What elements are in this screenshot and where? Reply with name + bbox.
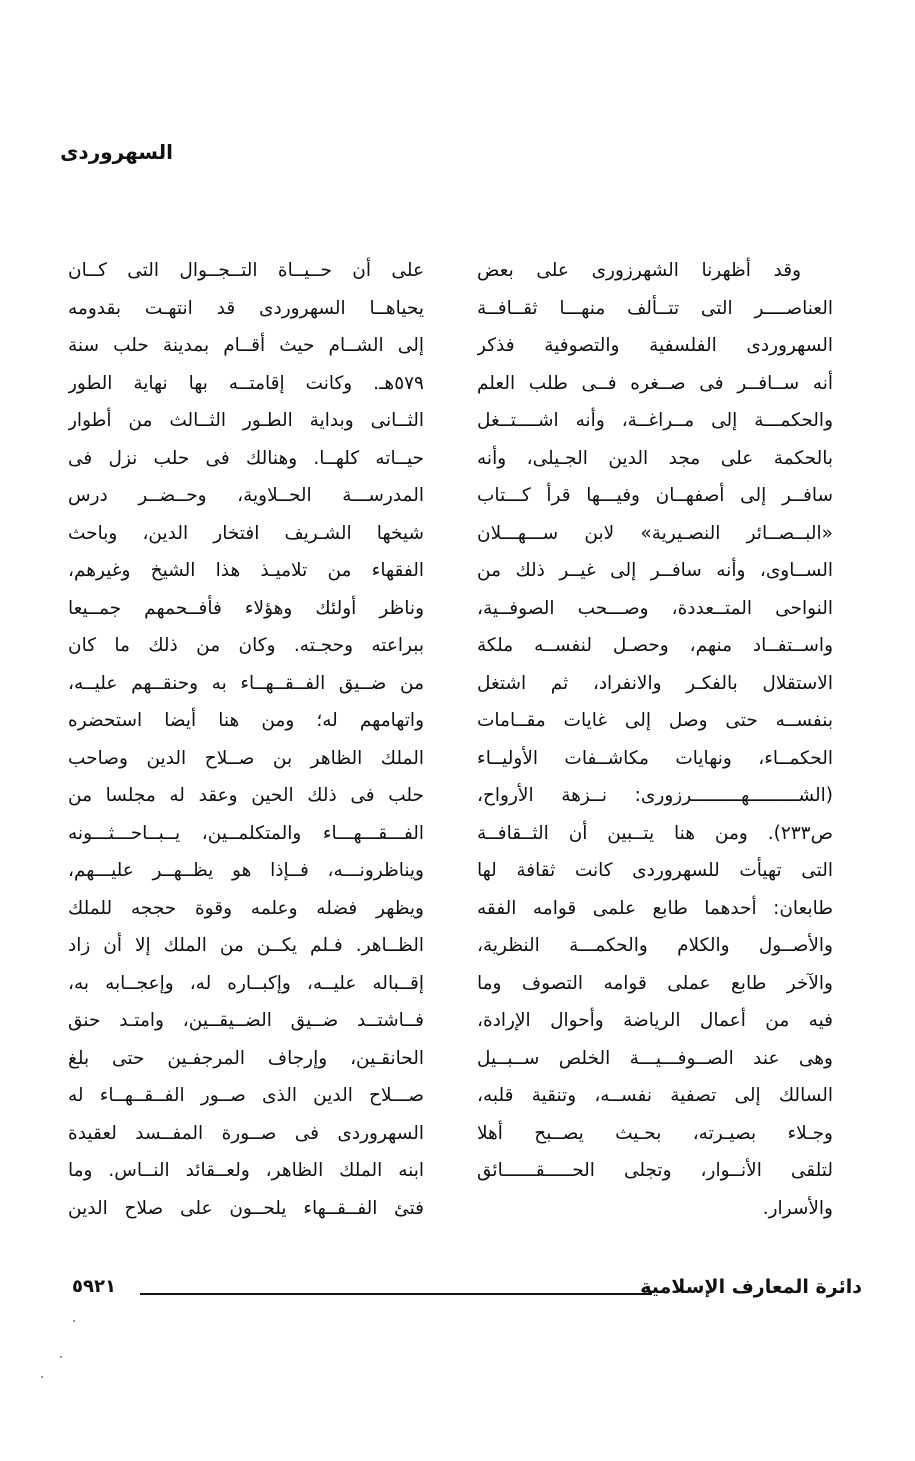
left-column-line: فتئ الفــقــهاء يلحــون على صلاح الدين bbox=[68, 1197, 424, 1219]
left-column-line: الملك الظاهر بن صــلاح الدين وصاحب bbox=[68, 747, 424, 769]
right-column-line: فيه من أعمال الرياضة وأحوال الإرادة، bbox=[477, 1010, 833, 1031]
right-column-line: الســاوى، وأنه سافــر إلى غيــر ذلك من bbox=[477, 560, 833, 581]
right-column-line: التى تهيأت للسهروردى كانت ثقافة لها bbox=[477, 860, 833, 881]
left-column-line: السهروردى فى صــورة المفــسد لعقيدة bbox=[68, 1122, 424, 1144]
right-column-line: والحكمـــة إلى مــراغــة، وأنه اشــــتــغل bbox=[477, 410, 833, 431]
left-column-line: وناظر أولئك وهؤلاء فأفــحمهم جمــيعا bbox=[68, 597, 424, 619]
right-column-line: بنفســه حتى وصل إلى غايات مقــامات bbox=[477, 710, 833, 731]
right-column-line: السالك إلى تصفية نفســه، وتنقية قلبه، bbox=[477, 1085, 833, 1106]
right-column-line: بالحكمة على مجد الدين الجـيلى، وأنه bbox=[477, 447, 833, 469]
right-column-line: «البــصــائر النصـيرية» لابن ســـهـــلان bbox=[477, 522, 833, 544]
left-column-line: الفقهاء من تلاميـذ هذا الشيخ وغيرهم، bbox=[68, 560, 424, 581]
right-column-line: لتلقى الأنــوار، وتجلى الحـــــقــــــائق bbox=[477, 1160, 833, 1181]
scan-speck bbox=[73, 1320, 75, 1322]
left-column-line: ويناظرونـــه، فــإذا هو يظــهــر عليـــهم، bbox=[68, 860, 424, 881]
footer-publication-title: دائرة المعارف الإسلامية bbox=[640, 1276, 862, 1298]
right-column-line: وهى عند الصــوفـــيـــة الخلص ســبــيل bbox=[477, 1047, 833, 1069]
left-column-line: ببراعته وحجـته. وكان من ذلك ما كان bbox=[68, 635, 424, 656]
left-column-line: صـــلاح الدين الذى صــور الفــقــهــاء له bbox=[68, 1085, 424, 1106]
right-column-line: طابعان: أحدهما طابع علمى قوامه الفقه bbox=[477, 897, 833, 919]
right-column-line: ص٢٣٣). ومن هنا يتــبين أن الثــقافــة bbox=[477, 822, 833, 844]
right-column-line: والأسرار. bbox=[762, 1197, 833, 1219]
right-column-line: النواحى المتــعددة، وصـــحب الصوفــية، bbox=[477, 597, 833, 619]
footer-rule bbox=[140, 1293, 652, 1295]
right-text-column bbox=[477, 252, 833, 1227]
right-column-line: والآخر طابع عملى قوامه التصوف وما bbox=[477, 972, 833, 994]
left-column-line: من ضــيق الفــقــهــاء به وحنقــهم عليــه، bbox=[68, 672, 424, 694]
left-column-line: فــاشتــد ضــيق الضــيقــين، وامتـد حنق bbox=[68, 1010, 424, 1031]
left-column-line: الحانقـين، وإرجاف المرجفـين حتى بلغ bbox=[68, 1047, 424, 1069]
right-column-line: أنه ســافــر فى صــغره فــى طلب العلم bbox=[477, 372, 833, 394]
left-column-line: ابنه الملك الظاهر، ولعــقائد النــاس. وما bbox=[68, 1160, 424, 1181]
page-number: ٥٩٢١ bbox=[72, 1276, 116, 1297]
left-column-line: الفـــقـــهـــاء والمتكلمــين، يــبــاحـــثـــونه bbox=[68, 822, 424, 844]
left-column-line: حيــاته كلهــا. وهنالك فى حلب نزل فى bbox=[68, 447, 424, 469]
left-column-line: واتهامهم له؛ ومن هنا أيضا استحضره bbox=[68, 710, 424, 731]
left-column-line: ويظهر فضله وعلمه وقوة حججه للملك bbox=[68, 897, 424, 919]
left-column-line: الظــاهر. فـلم يكــن من الملك إلا أن زاد bbox=[68, 935, 424, 956]
left-column-line: الثــانى وبداية الطـور الثــالث من أطوار bbox=[68, 410, 424, 431]
right-column-line: وقد أظهرنا الشهرزورى على بعض bbox=[477, 260, 801, 281]
scan-speck bbox=[41, 1376, 43, 1378]
right-column-line: وجـلاء بصيـرته، بحـيث يصــبح أهلا bbox=[477, 1122, 833, 1144]
left-column-line: حلب فى ذلك الحين وعقد له مجلسا من bbox=[68, 785, 424, 806]
right-column-line: العناصــــر التى تتــألف منهـــا ثقــافــة bbox=[477, 297, 833, 319]
page-footer bbox=[72, 1276, 862, 1306]
right-column-line: (الشـــــــــهـــــــــرزورى: نــزهة الأرواح، bbox=[477, 785, 833, 806]
left-column-line: على أن حــيــاة التــجــوال التى كــان bbox=[68, 260, 424, 281]
right-column-line: والأصــول والكلام والحكمـــة النظرية، bbox=[477, 935, 833, 956]
right-column-line: السهروردى الفلسفية والتصوفية فذكر bbox=[477, 335, 833, 356]
left-column-line: المدرســـة الحــلاوية، وحــضــر درس bbox=[68, 485, 424, 506]
left-column-line: شيخها الشـريف افتخار الدين، وباحث bbox=[68, 522, 424, 544]
left-text-column bbox=[68, 252, 424, 1227]
scan-speck bbox=[60, 1356, 62, 1358]
running-head-title: السهروردى bbox=[60, 140, 173, 164]
left-column-line: إلى الشــام حيث أقــام بمدينة حلب سنة bbox=[68, 335, 424, 356]
left-column-line: يحياهــا السهروردى قد انتهـت بقدومه bbox=[68, 297, 424, 319]
right-column-line: واســتفــاد منهم، وحصـل لنفســه ملكة bbox=[477, 635, 833, 656]
left-column-line: ٥٧٩هـ. وكانت إقامتــه بها نهاية الطور bbox=[68, 372, 424, 394]
left-column-line: إقــباله عليــه، وإكبــاره له، وإعجــابه به، bbox=[68, 972, 424, 994]
right-column-line: الاستقلال بالفكـر والانفراد، ثم اشتغل bbox=[477, 672, 833, 694]
right-column-line: سافــر إلى أصفهــان وفيـــها قرأ كـــتاب bbox=[477, 485, 833, 506]
right-column-line: الحكمــاء، ونهايات مكاشــفات الأوليــاء bbox=[477, 747, 833, 769]
